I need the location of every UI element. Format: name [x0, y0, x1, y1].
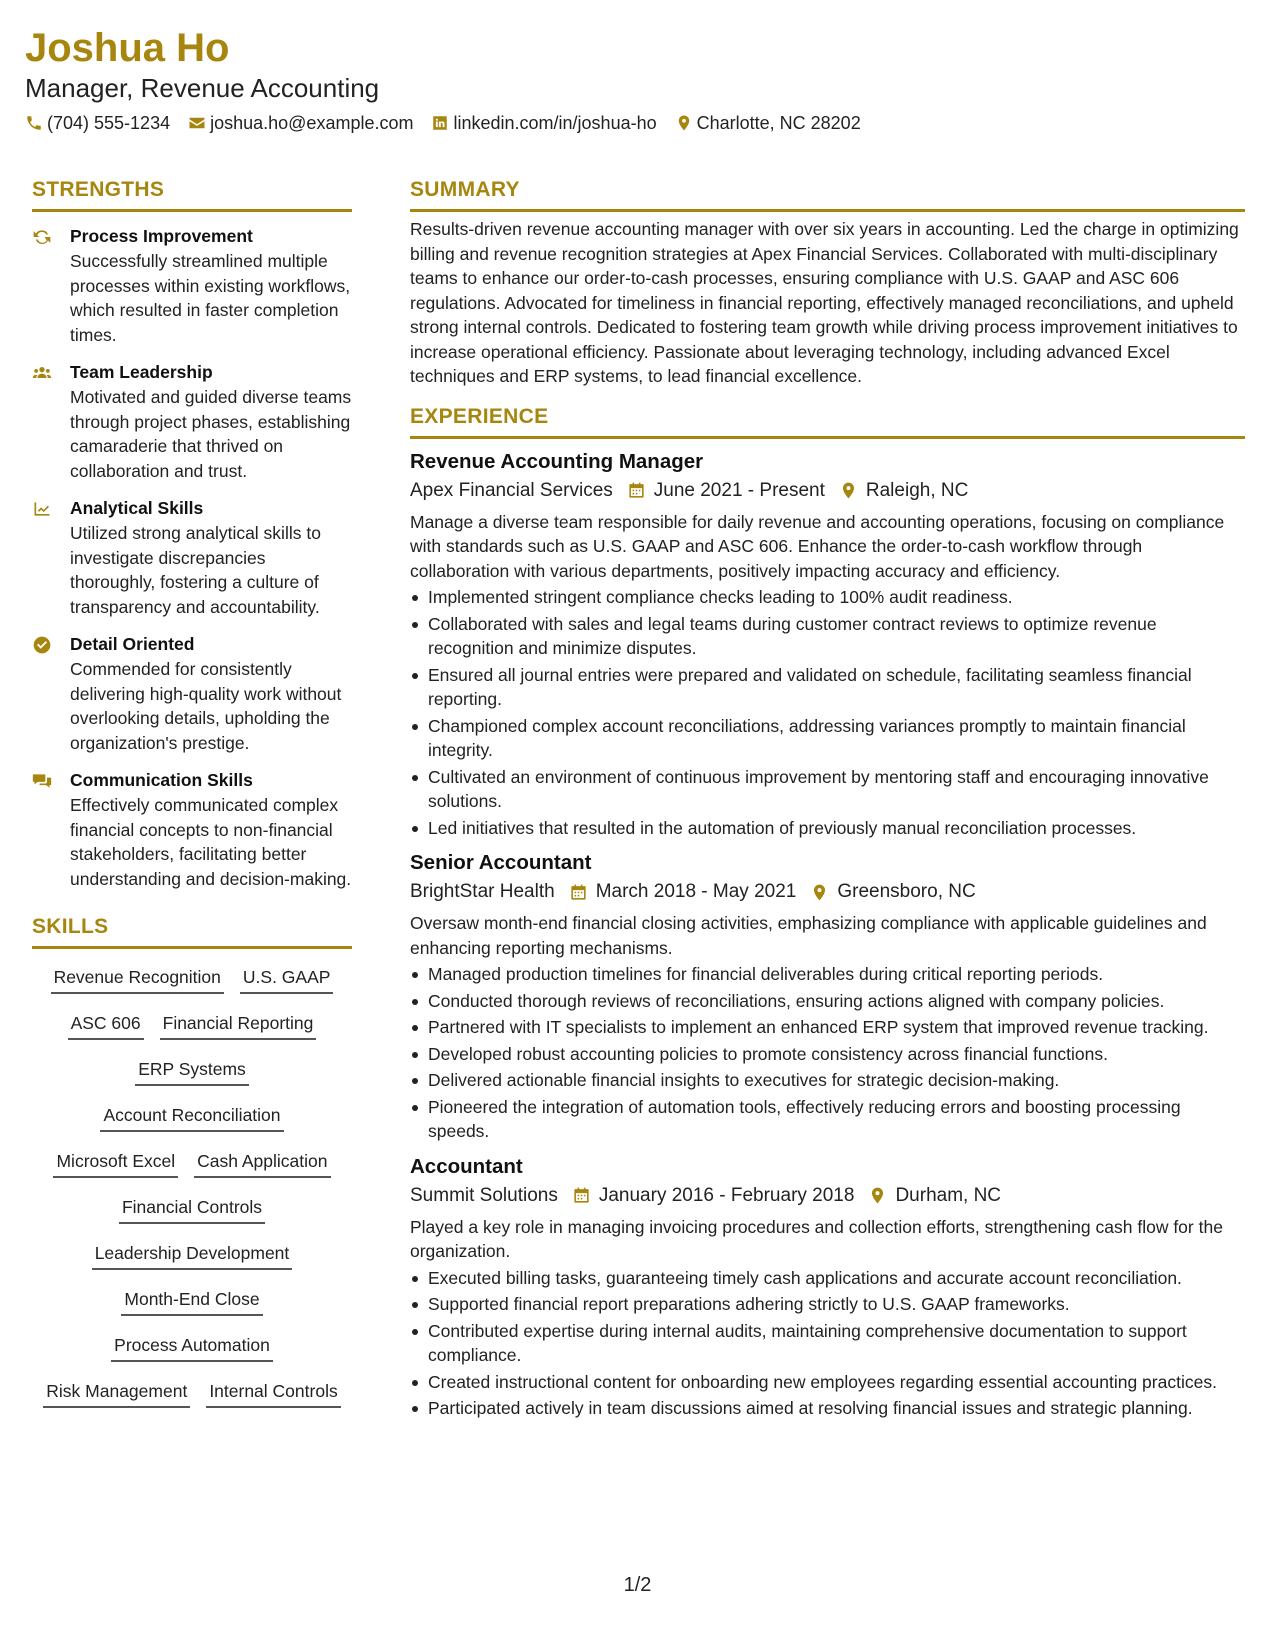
right-column	[410, 176, 1245, 1423]
job-location: Greensboro, NC	[837, 881, 976, 902]
skill-tag: Leadership Development	[92, 1241, 293, 1270]
job-bullet: Championed complex account reconciliations, addressing variances promptly to maintain financial integrity.	[410, 714, 1245, 763]
page-number: 1/2	[623, 1574, 652, 1596]
strengths-divider	[32, 209, 352, 212]
location-pin-icon	[839, 481, 858, 500]
job-bullet: Executed billing tasks, guaranteeing timely cash applications and accurate account reconciliation.	[410, 1266, 1245, 1291]
comments-icon	[32, 771, 52, 791]
job-location: Raleigh, NC	[865, 479, 969, 501]
strength-title: Analytical Skills	[70, 498, 204, 518]
refresh-icon	[32, 227, 52, 247]
strength-item	[32, 224, 352, 347]
summary-title: SUMMARY	[410, 178, 520, 201]
job-entry	[410, 848, 1245, 1144]
summary-text: Results-driven revenue accounting manager with over six years in accounting. Led the charge in optimizing billing and revenue recognition strategies at Apex Financial Services. Collaborated with multi-disciplinary teams to enhance our order-to-cash processes, ensuring compliance with U.S. GAAP and ASC 606 regulations. Advocated for timeliness in financial reporting, effectively managed reconciliations, and upheld strong internal controls. Dedicated to fostering team growth while driving process improvement initiatives to increase operational efficiency. Passionate about leveraging technology, including advanced Excel techniques and ERP systems, to lead financial excellence.	[410, 219, 1239, 386]
strength-title: Process Improvement	[70, 226, 253, 246]
job-meta	[410, 878, 1245, 906]
skill-tag: Account Reconciliation	[100, 1103, 283, 1132]
skill-tag: Month-End Close	[121, 1287, 262, 1316]
skill-tag: Risk Management	[43, 1379, 190, 1408]
contact-linkedin[interactable]	[431, 110, 656, 136]
job-meta	[410, 1182, 1245, 1210]
skill-tag: U.S. GAAP	[240, 965, 334, 994]
job-description: Played a key role in managing invoicing procedures and collection efforts, strengthening cash flow for the organization.	[410, 1216, 1223, 1261]
job-dates: March 2018 - May 2021	[595, 881, 797, 902]
job-bullet: Developed robust accounting policies to promote consistency across financial functions.	[410, 1042, 1245, 1067]
job-bullet: Managed production timelines for financial deliverables during critical reporting periods.	[410, 962, 1245, 987]
linkedin-icon	[431, 114, 449, 132]
job-description: Oversaw month-end financial closing activities, emphasizing compliance with applicable guidelines and enhancing reporting mechanisms.	[410, 913, 1207, 958]
job-entry	[410, 1152, 1245, 1421]
job-company: BrightStar Health	[410, 881, 555, 902]
job-bullet: Led initiatives that resulted in the automation of previously manual reconciliation processes.	[410, 816, 1245, 841]
strengths-title: STRENGTHS	[32, 178, 165, 201]
experience-divider	[410, 436, 1245, 439]
location-pin-icon	[675, 114, 693, 132]
job-bullets	[410, 1266, 1245, 1421]
strength-title: Detail Oriented	[70, 634, 195, 654]
location-pin-icon	[868, 1186, 887, 1205]
experience-title: EXPERIENCE	[410, 404, 549, 428]
strengths-list	[32, 224, 352, 891]
contact-phone-text: (704) 555-1234	[47, 113, 171, 133]
contact-location-text: Charlotte, NC 28202	[696, 113, 861, 133]
job-bullet: Implemented stringent compliance checks leading to 100% audit readiness.	[410, 585, 1245, 610]
envelope-icon	[188, 114, 206, 132]
job-bullets	[410, 962, 1245, 1144]
job-title: Revenue Accounting Manager	[410, 449, 704, 473]
contact-location	[675, 110, 861, 136]
strength-desc: Motivated and guided diverse teams through project phases, establishing camaraderie that thrived on collaboration and trust.	[70, 387, 352, 481]
job-title: Senior Accountant	[410, 851, 592, 874]
strength-title: Team Leadership	[70, 362, 213, 382]
job-entry	[410, 447, 1245, 841]
resume-header	[25, 24, 1245, 136]
skill-tag: Microsoft Excel	[53, 1149, 178, 1178]
skill-tag: Financial Controls	[119, 1195, 265, 1224]
strength-item	[32, 360, 352, 483]
skills-divider	[32, 946, 352, 949]
job-bullet: Cultivated an environment of continuous improvement by mentoring staff and encouraging innovative solutions.	[410, 765, 1245, 814]
job-bullet: Partnered with IT specialists to implement an enhanced ERP system that improved revenue tracking.	[410, 1015, 1245, 1040]
job-title: Accountant	[410, 1154, 523, 1178]
job-bullet: Collaborated with sales and legal teams during customer contract reviews to optimize revenue recognition and minimize disputes.	[410, 612, 1245, 661]
contact-phone[interactable]	[25, 110, 170, 136]
contact-linkedin-text: linkedin.com/in/joshua-ho	[453, 113, 657, 133]
job-company: Apex Financial Services	[410, 479, 613, 501]
skill-tag: Internal Controls	[206, 1379, 340, 1408]
job-bullet: Participated actively in team discussions aimed at resolving financial issues and strategic planning.	[410, 1396, 1245, 1421]
strength-item	[32, 768, 352, 891]
strength-desc: Utilized strong analytical skills to investigate discrepancies thoroughly, fostering a culture of transparency and accountability.	[70, 523, 321, 617]
job-bullet: Contributed expertise during internal audits, maintaining comprehensive documentation to support compliance.	[410, 1319, 1245, 1368]
skill-tag: Revenue Recognition	[51, 965, 224, 994]
skills-list	[32, 965, 352, 1425]
job-meta	[410, 477, 1245, 505]
skill-tag: ASC 606	[68, 1011, 144, 1040]
check-circle-icon	[32, 635, 52, 655]
job-company: Summit Solutions	[410, 1184, 558, 1206]
strength-item	[32, 496, 352, 619]
candidate-name: Joshua Ho	[25, 26, 230, 70]
calendar-icon	[569, 883, 588, 902]
contact-email-text: joshua.ho@example.com	[210, 113, 414, 133]
strength-desc: Effectively communicated complex financial concepts to non-financial stakeholders, facilitating better understanding and decision-making.	[70, 795, 352, 889]
job-bullet: Conducted thorough reviews of reconciliations, ensuring actions aligned with company policies.	[410, 989, 1245, 1014]
strength-item	[32, 632, 352, 755]
contact-email[interactable]	[188, 110, 413, 136]
summary-divider	[410, 209, 1245, 212]
skill-tag: Cash Application	[194, 1149, 330, 1178]
job-bullet: Created instructional content for onboarding new employees regarding essential accounting practices.	[410, 1370, 1245, 1395]
job-dates: January 2016 - February 2018	[598, 1184, 855, 1206]
skill-tag: ERP Systems	[135, 1057, 249, 1086]
calendar-icon	[627, 481, 646, 500]
job-bullet: Ensured all journal entries were prepared and validated on schedule, facilitating seamless financial reporting.	[410, 663, 1245, 712]
strength-title: Communication Skills	[70, 770, 253, 790]
strength-desc: Successfully streamlined multiple processes within existing workflows, which resulted in faster completion times.	[70, 251, 351, 345]
strength-desc: Commended for consistently delivering high-quality work without overlooking details, upholding the organization's prestige.	[70, 659, 342, 753]
job-description: Manage a diverse team responsible for daily revenue and accounting operations, focusing on compliance with standards such as U.S. GAAP and ASC 606. Enhance the order-to-cash workflow through collaboration with various departments, positively impacting accuracy and efficiency.	[410, 511, 1225, 581]
chart-line-icon	[32, 499, 52, 519]
location-pin-icon	[810, 883, 829, 902]
skills-title: SKILLS	[32, 915, 109, 938]
users-icon	[32, 363, 52, 383]
skill-tag: Financial Reporting	[160, 1011, 317, 1040]
job-dates: June 2021 - Present	[653, 479, 825, 501]
skill-tag: Process Automation	[111, 1333, 273, 1362]
left-column	[32, 176, 352, 1425]
job-bullets	[410, 585, 1245, 840]
contact-bar	[25, 110, 1245, 136]
job-bullet: Delivered actionable financial insights to executives for strategic decision-making.	[410, 1068, 1245, 1093]
candidate-role: Manager, Revenue Accounting	[25, 73, 380, 103]
job-bullet: Pioneered the integration of automation tools, effectively reducing errors and boosting processing speeds.	[410, 1095, 1245, 1144]
phone-icon	[25, 114, 43, 132]
calendar-icon	[572, 1186, 591, 1205]
job-location: Durham, NC	[895, 1184, 1002, 1206]
job-bullet: Supported financial report preparations adhering strictly to U.S. GAAP frameworks.	[410, 1292, 1245, 1317]
